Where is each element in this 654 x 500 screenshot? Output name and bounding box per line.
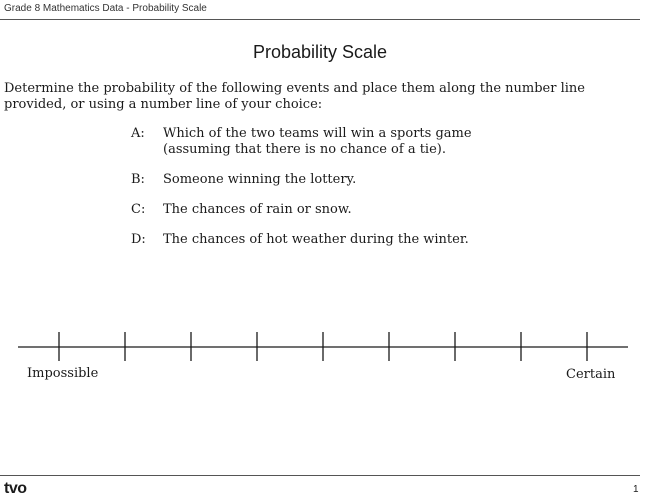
certain-label: Certain: [566, 367, 616, 382]
question-text: The chances of hot weather during the winter.: [163, 232, 469, 247]
footer-divider: [0, 475, 640, 476]
question-letter: D:: [131, 232, 146, 247]
impossible-label: Impossible: [27, 366, 99, 381]
page-title: Probability Scale: [252, 42, 388, 62]
question-letter: B:: [131, 172, 145, 187]
tvo-logo: tvo: [4, 480, 27, 497]
probability-number-line: [0, 320, 654, 370]
instructions-text: Determine the probability of the following events and place them along the number line provided, or using a number line of your choice:: [4, 81, 585, 112]
question-letter: C:: [131, 202, 146, 217]
page-number: 1: [633, 484, 639, 495]
question-text: The chances of rain or snow.: [163, 202, 352, 217]
question-text: Someone winning the lottery.: [163, 172, 357, 187]
document-header: Grade 8 Mathematics Data - Probability Scale: [4, 3, 207, 14]
question-text: Which of the two teams will win a sports game (assuming that there is no chance of a tie).: [163, 126, 472, 157]
question-letter: A:: [131, 126, 145, 141]
